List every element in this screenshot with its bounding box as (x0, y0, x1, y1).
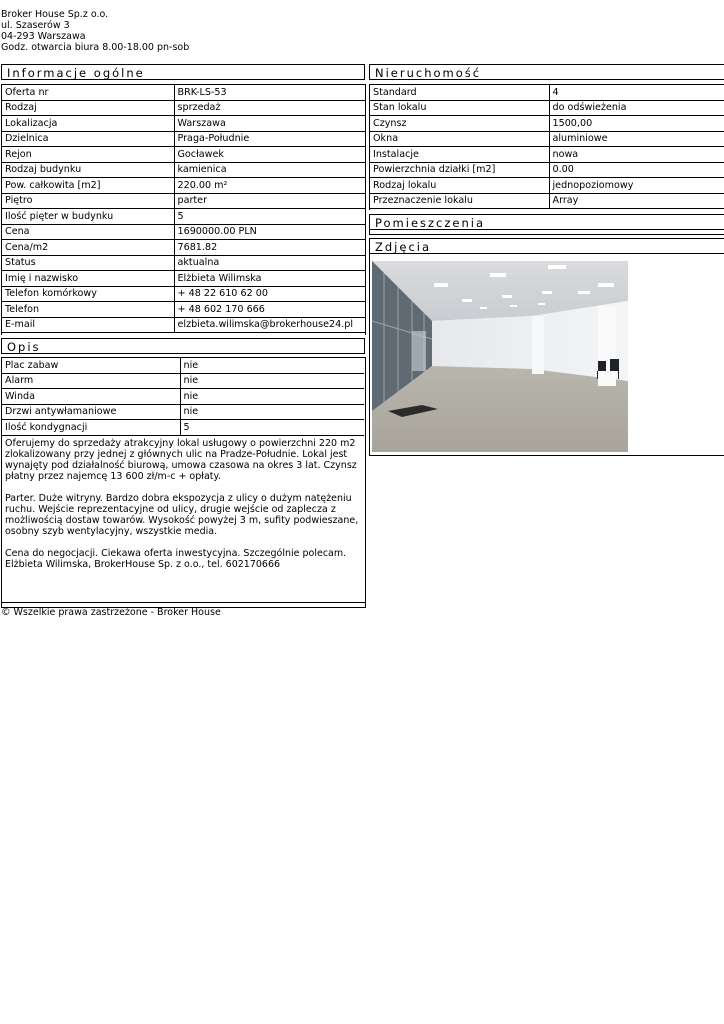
company-name: Broker House Sp.z o.o. (1, 9, 109, 20)
general-info-label: E-mail (2, 317, 174, 333)
description-bottom-rule (2, 602, 365, 603)
property-table (370, 85, 724, 209)
general-info-value: 1690000.00 PLN (174, 224, 365, 240)
general-info-value: aktualna (174, 255, 365, 271)
general-info-value: elzbieta.wilimska@brokerhouse24.pl (174, 317, 365, 333)
general-info-label: Oferta nr (2, 85, 174, 100)
general-info-row (2, 271, 365, 287)
feature-value: nie (180, 358, 364, 373)
general-info-value: Elżbieta Wilimska (174, 271, 365, 287)
general-info-table (2, 85, 365, 333)
general-info-label: Status (2, 255, 174, 271)
general-info-title: Informacje ogólne (1, 64, 365, 80)
general-info-value: + 48 22 610 62 00 (174, 286, 365, 302)
property-value: aluminiowe (549, 131, 724, 147)
property-value: 1500,00 (549, 116, 724, 132)
general-info-label: Cena (2, 224, 174, 240)
general-info-value: sprzedaż (174, 100, 365, 116)
general-info-row (2, 240, 365, 256)
company-city: 04-293 Warszawa (1, 31, 86, 42)
general-info-value: kamienica (174, 162, 365, 178)
general-info-row (2, 224, 365, 240)
property-value: nowa (549, 147, 724, 163)
property-row (370, 131, 724, 147)
feature-row (2, 373, 364, 389)
feature-value: nie (180, 389, 364, 405)
general-info-label: Cena/m2 (2, 240, 174, 256)
property-value: Array (549, 193, 724, 209)
feature-label: Winda (2, 389, 180, 405)
general-info-row (2, 209, 365, 225)
general-info-value: Warszawa (174, 116, 365, 132)
property-label: Stan lokalu (370, 100, 549, 116)
description-paragraph-1: Oferujemy do sprzedaży atrakcyjny lokal usługowy o powierzchni 220 m2 zlokalizowany przy jednej z głównych ulic na Pradze-Południe. Lokal jest wynajęty pod działalność biurową, umowa czasowa na okres 3 lat. Czynsz płatny przez najemcę 13 600 zł/m-c + opłaty. (5, 438, 357, 482)
feature-row (2, 389, 364, 405)
feature-value: nie (180, 404, 364, 420)
general-info-row (2, 193, 365, 209)
general-info-value: parter (174, 193, 365, 209)
property-value: do odświeżenia (549, 100, 724, 116)
feature-value: 5 (180, 420, 364, 436)
general-info-row (2, 317, 365, 333)
property-label: Czynsz (370, 116, 549, 132)
general-info-row (2, 131, 365, 147)
general-info-row (2, 162, 365, 178)
rooms-title: Pomieszczenia (369, 214, 724, 230)
property-value: jednopoziomowy (549, 178, 724, 194)
property-row (370, 178, 724, 194)
feature-row (2, 358, 364, 373)
property-row (370, 147, 724, 163)
feature-label: Alarm (2, 373, 180, 389)
property-label: Rodzaj lokalu (370, 178, 549, 194)
feature-row (2, 420, 364, 436)
description-title: Opis (1, 338, 365, 354)
general-info-value: Gocławek (174, 147, 365, 163)
general-info-value: Praga-Południe (174, 131, 365, 147)
property-label: Standard (370, 85, 549, 100)
description-paragraph-2: Parter. Duże witryny. Bardzo dobra ekspozycja z ulicy o dużym natężeniu ruchu. Wejście reprezentacyjne od ulicy, drugie wejście od zaplecza z możliwością dostaw towarów. Wysokość powyżej 3 m, sufity podwieszane, osobny szyb wentylacyjny, wszystkie media. (5, 493, 359, 537)
general-info-label: Lokalizacja (2, 116, 174, 132)
feature-label: Plac zabaw (2, 358, 180, 373)
property-row (370, 116, 724, 132)
general-info-row (2, 302, 365, 318)
feature-row (2, 404, 364, 420)
general-info-value: 7681.82 (174, 240, 365, 256)
description-features-table (2, 358, 364, 436)
general-info-value: + 48 602 170 666 (174, 302, 365, 318)
footer-copyright: © Wszelkie prawa zastrzeżone - Broker House (1, 607, 221, 618)
property-label: Instalacje (370, 147, 549, 163)
general-info-label: Rodzaj budynku (2, 162, 174, 178)
property-value: 4 (549, 85, 724, 100)
general-info-row (2, 116, 365, 132)
property-row (370, 100, 724, 116)
general-info-value: BRK-LS-53 (174, 85, 365, 100)
property-row (370, 162, 724, 178)
general-info-row (2, 147, 365, 163)
general-info-label: Dzielnica (2, 131, 174, 147)
general-info-row (2, 178, 365, 194)
general-info-value: 220.00 m² (174, 178, 365, 194)
description-panel (1, 357, 366, 608)
general-info-label: Telefon komórkowy (2, 286, 174, 302)
general-info-label: Rodzaj (2, 100, 174, 116)
property-title: Nieruchomość (369, 64, 724, 80)
general-info-row (2, 255, 365, 271)
general-info-row (2, 85, 365, 100)
general-info-label: Pow. całkowita [m2] (2, 178, 174, 194)
property-label: Okna (370, 131, 549, 147)
general-info-label: Rejon (2, 147, 174, 163)
description-text (5, 438, 363, 581)
property-row (370, 85, 724, 100)
general-info-label: Imię i nazwisko (2, 271, 174, 287)
feature-label: Drzwi antywłamaniowe (2, 404, 180, 420)
property-photo[interactable] (372, 261, 628, 452)
general-info-panel (1, 84, 366, 335)
office-hours: Godz. otwarcia biura 8.00-18.00 pn-sob (1, 42, 190, 53)
general-info-label: Ilość pięter w budynku (2, 209, 174, 225)
photos-title: Zdjęcia (369, 238, 724, 254)
property-label: Przeznaczenie lokalu (370, 193, 549, 209)
feature-value: nie (180, 373, 364, 389)
general-info-value: 5 (174, 209, 365, 225)
feature-label: Ilość kondygnacji (2, 420, 180, 436)
company-street: ul. Szaserów 3 (1, 20, 70, 31)
property-value: 0.00 (549, 162, 724, 178)
general-info-label: Piętro (2, 193, 174, 209)
general-info-label: Telefon (2, 302, 174, 318)
property-label: Powierzchnia działki [m2] (370, 162, 549, 178)
general-info-row (2, 286, 365, 302)
property-row (370, 193, 724, 209)
description-paragraph-3: Cena do negocjacji. Ciekawa oferta inwestycyjna. Szczególnie polecam. Elżbieta Wilimska, BrokerHouse Sp. z o.o., tel. 602170666 (5, 548, 347, 570)
rooms-panel (369, 230, 724, 235)
property-panel (369, 84, 724, 210)
general-info-row (2, 100, 365, 116)
company-header (1, 9, 189, 53)
